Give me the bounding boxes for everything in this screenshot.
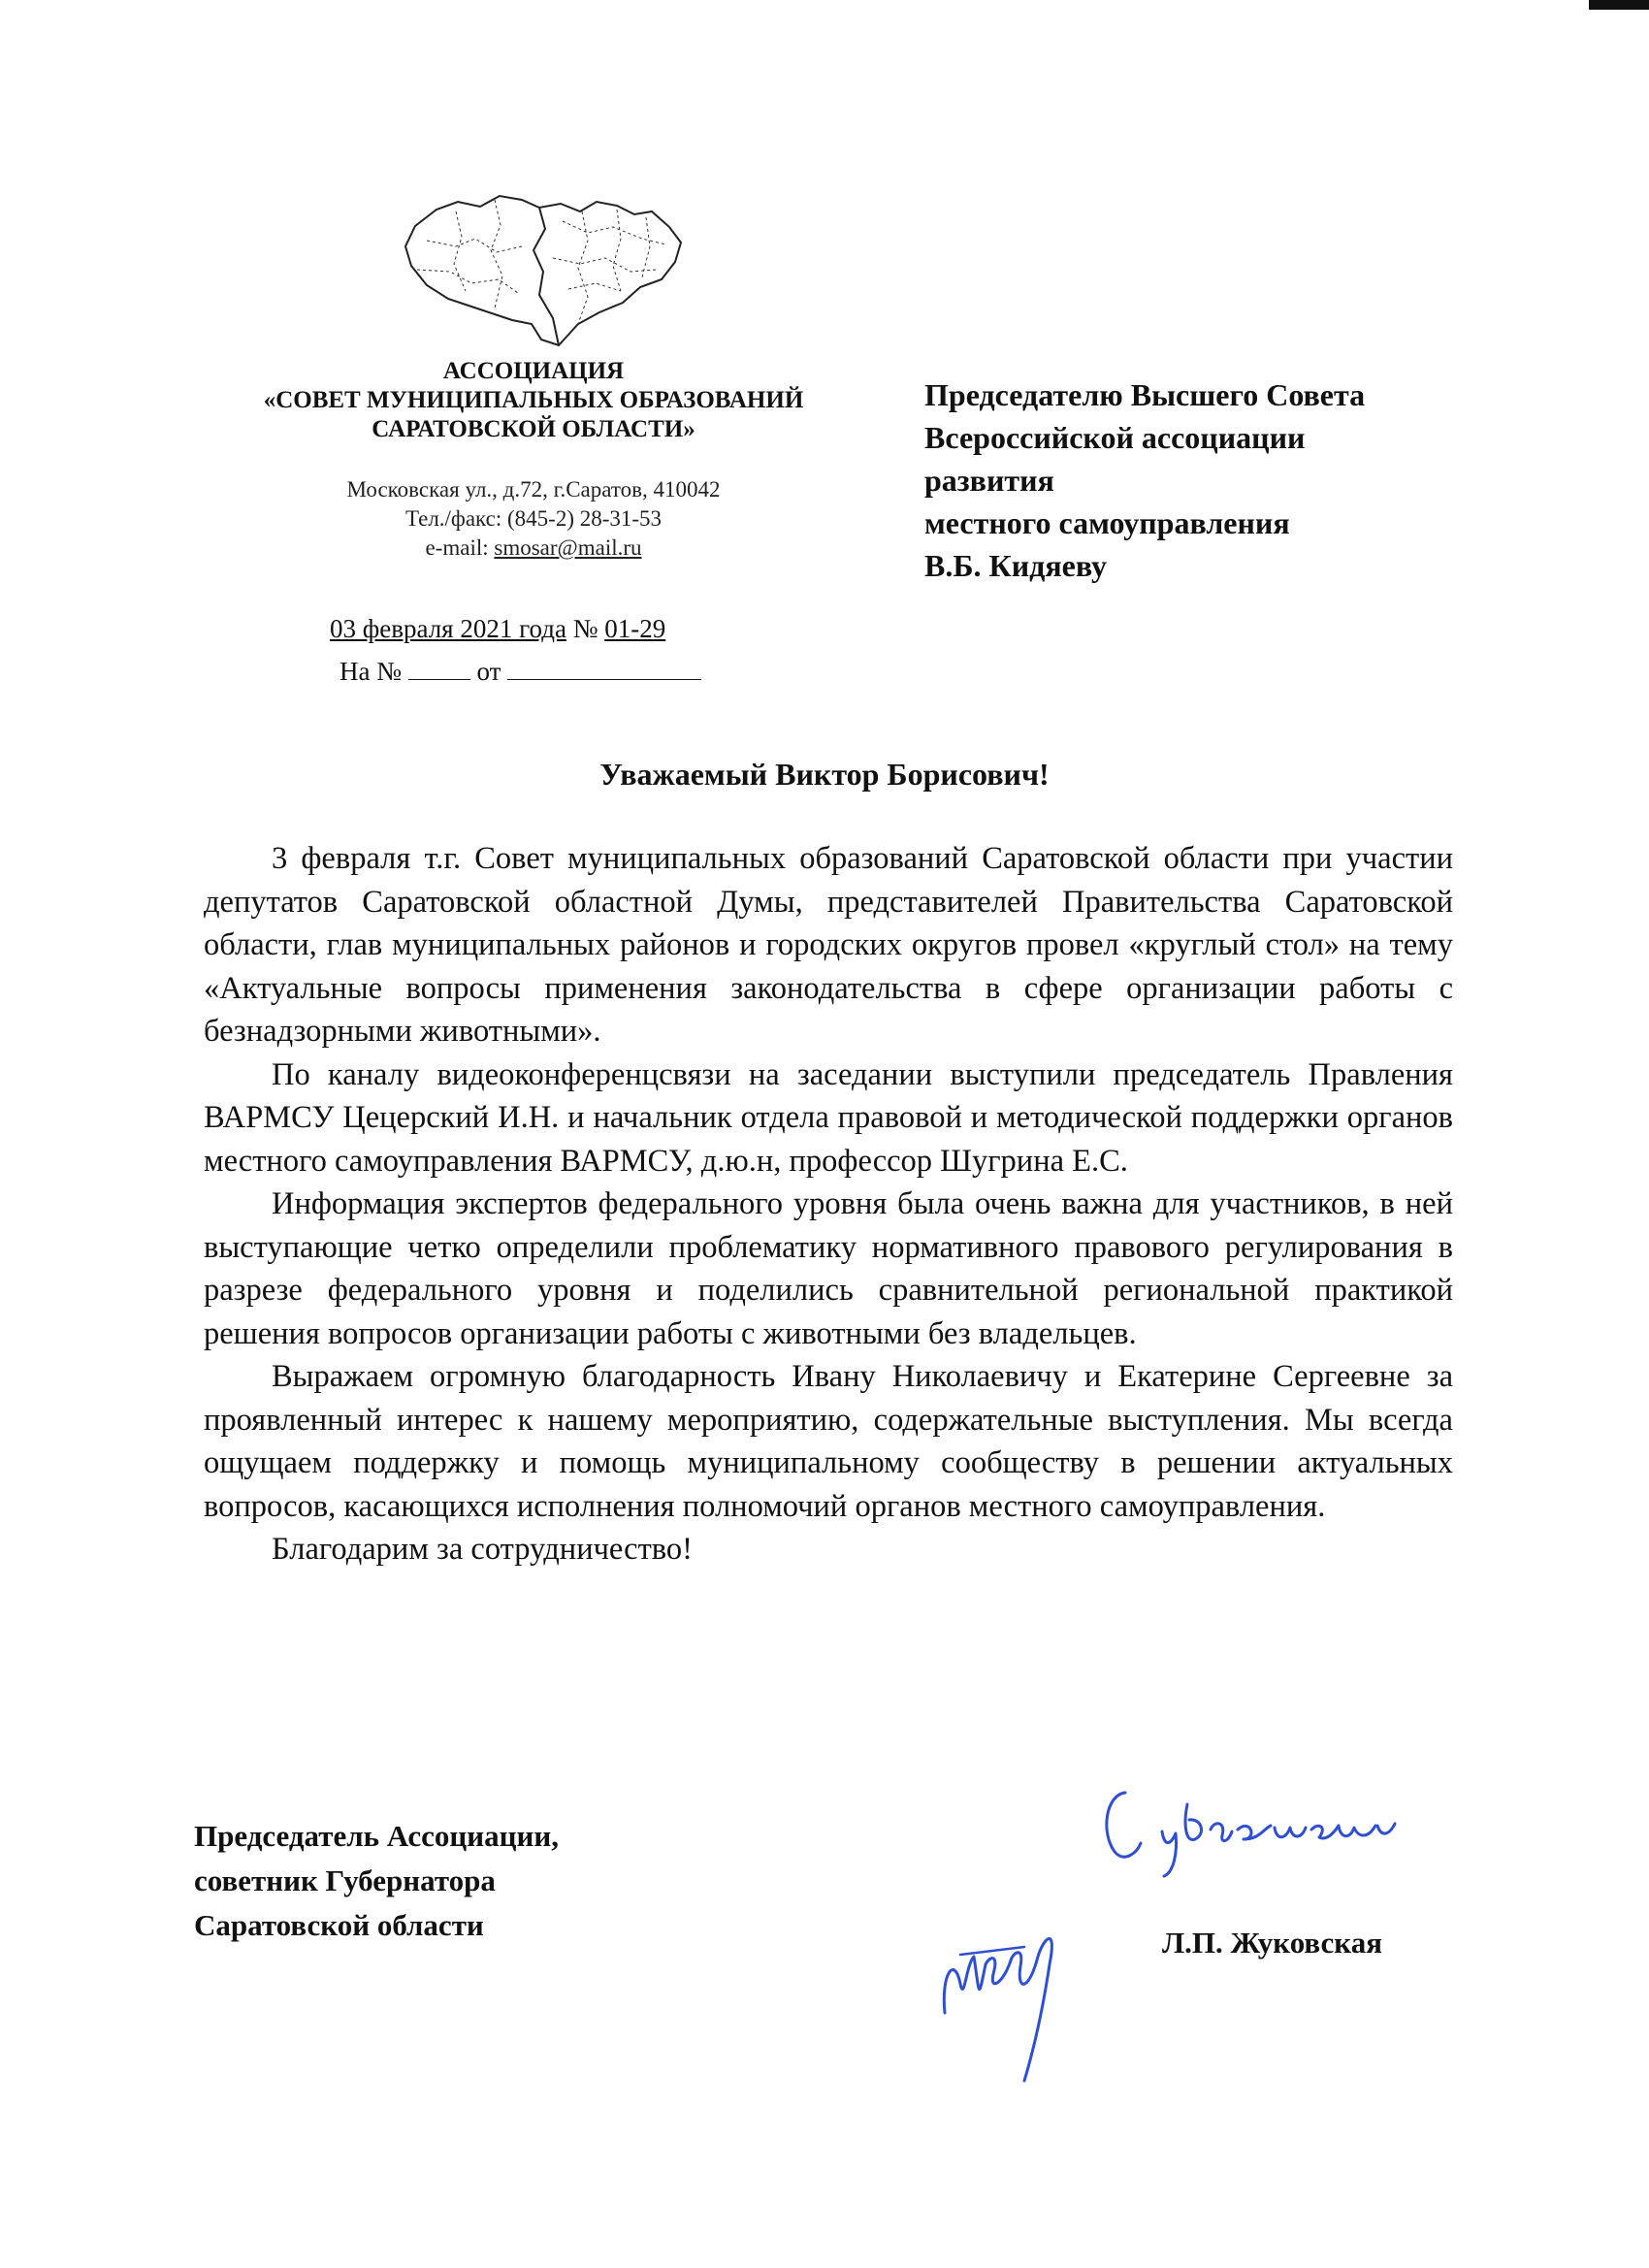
letter-number: 01-29 xyxy=(604,614,666,643)
reply-number-blank xyxy=(408,654,470,680)
personal-signature xyxy=(931,1896,1077,2090)
recipient-line-5: В.Б. Кидяеву xyxy=(924,548,1108,583)
signer-title xyxy=(194,1814,559,1948)
outgoing-number xyxy=(320,611,776,646)
registration-block xyxy=(320,611,776,689)
salutation: Уважаемый Виктор Борисович! xyxy=(599,757,1050,792)
recipient-block xyxy=(924,373,1526,587)
org-email xyxy=(194,534,873,563)
paragraph-4: Выражаем огромную благодарность Ивану Николаевичу и Екатерине Сергеевне за проявленный интерес к нашему мероприятию, содержательные выступления. Мы всегда ощущаем поддержку и помощь муниципальному сообществу в решении актуальных вопросов, касающихся исполнения полномочий органов местного самоуправления. xyxy=(204,1359,1453,1524)
scan-corner-mark xyxy=(1589,0,1649,10)
reply-number-label: На № xyxy=(340,657,402,686)
org-name-line-1: АССОЦИАЦИЯ xyxy=(442,358,625,384)
paragraph-3: Информация экспертов федерального уровня была очень важна для участников, в ней выступающие четко определили проблематику нормативного правового регулирования в разрезе федерального уровня и поделились сравнительной региональной практикой решения вопросов организации работы с животными без владельцев. xyxy=(204,1186,1453,1351)
org-address: Московская ул., д.72, г.Саратов, 410042 xyxy=(346,477,721,502)
paragraph-5: Благодарим за сотрудничество! xyxy=(272,1532,693,1567)
signer-title-line-3: Саратовской области xyxy=(194,1908,484,1942)
organization-header xyxy=(194,357,873,563)
reply-from-label: от xyxy=(476,657,501,686)
recipient-line-2: Всероссийской ассоциации xyxy=(924,420,1306,455)
signer-title-line-1: Председатель Ассоциации, xyxy=(194,1819,559,1853)
recipient-line-3: развития xyxy=(924,463,1054,498)
signer-title-line-2: советник Губернатора xyxy=(194,1863,496,1897)
number-label: № xyxy=(572,614,598,643)
org-phone: Тел./факс: (845-2) 28-31-53 xyxy=(404,506,663,531)
signer-name: Л.П. Жуковская xyxy=(1162,1926,1382,1960)
recipient-line-4: местного самоуправления xyxy=(924,505,1290,540)
reply-date-blank xyxy=(507,654,701,680)
org-name-line-2: «СОВЕТ МУНИЦИПАЛЬНЫХ ОБРАЗОВАНИЙ xyxy=(263,387,804,413)
org-contacts xyxy=(194,475,873,563)
saratov-region-map-icon xyxy=(398,182,689,352)
paragraph-2: По каналу видеоконференцсвязи на заседании выступили председатель Правления ВАРМСУ Цецерский И.Н. и начальник отдела правовой и методической поддержки органов местного самоуправления ВАРМСУ, д.ю.н, профессор Шугрина Е.С. xyxy=(204,1056,1453,1179)
org-name-line-3: САРАТОВСКОЙ ОБЛАСТИ» xyxy=(372,416,695,442)
org-email-label: e-mail: xyxy=(425,535,495,560)
reply-reference xyxy=(320,654,776,689)
letter-body xyxy=(204,837,1453,1571)
handwritten-regards-signature xyxy=(1086,1775,1416,1882)
org-email-link[interactable]: smosar@mail.ru xyxy=(494,535,642,560)
recipient-line-1: Председателю Высшего Совета xyxy=(924,377,1366,412)
paragraph-1: 3 февраля т.г. Совет муниципальных образований Саратовской области при участии депутатов Саратовской областной Думы, представителей Правительства Саратовской области, глав муниципальных районов и городских округов провел «круглый стол» на тему «Актуальные вопросы применения законодательства в сфере организации работы с безнадзорными животными». xyxy=(204,841,1453,1049)
letter-date: 03 февраля 2021 года xyxy=(330,614,566,643)
